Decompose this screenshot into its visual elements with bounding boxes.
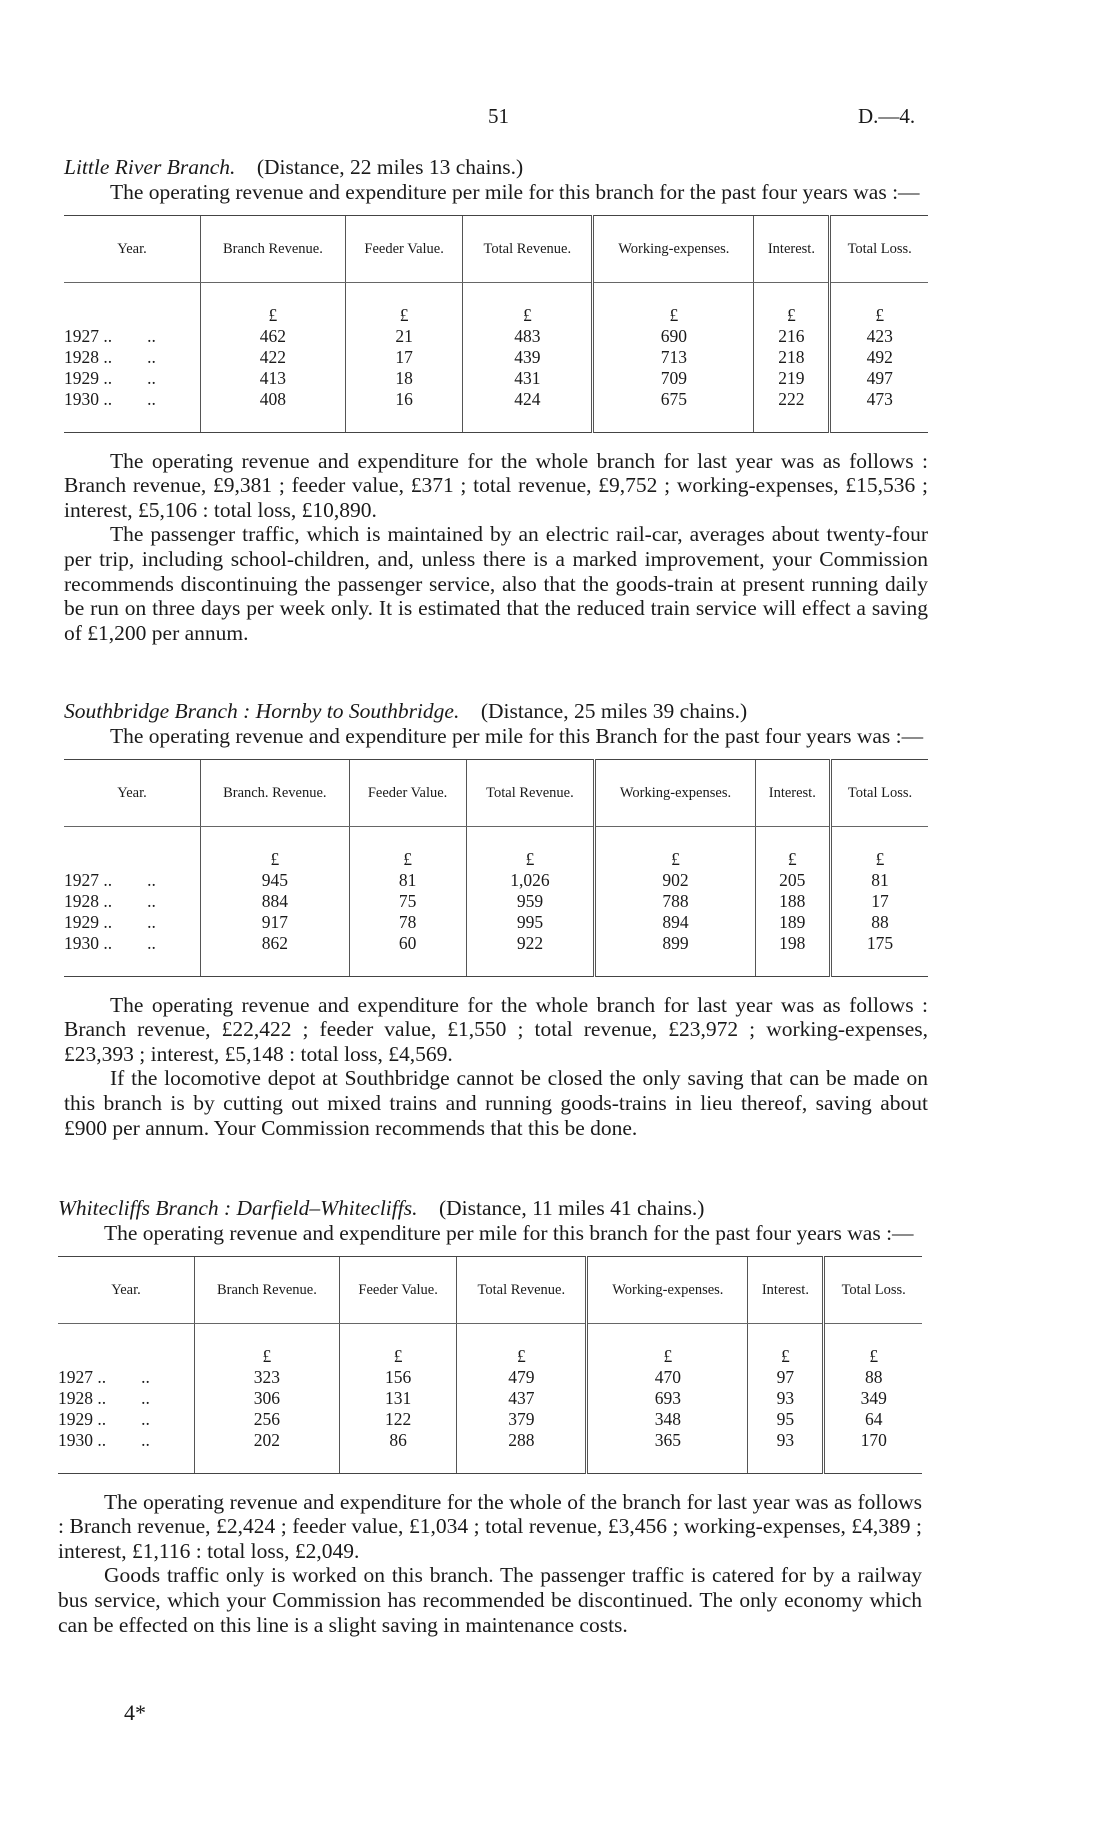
value-cell: 424 xyxy=(463,389,593,433)
column-header: Working-expenses. xyxy=(587,1256,748,1323)
value-cell: 922 xyxy=(466,933,595,977)
currency-symbol: £ xyxy=(830,282,928,326)
column-header: Feeder Value. xyxy=(345,215,463,282)
value-cell: 216 xyxy=(754,326,830,347)
value-cell: 156 xyxy=(339,1367,457,1388)
value-cell: 365 xyxy=(587,1430,748,1474)
section-heading xyxy=(64,155,928,180)
year-cell: 1930 .. .. xyxy=(64,389,201,433)
revenue-table xyxy=(64,215,928,433)
empty-cell xyxy=(64,282,201,326)
column-header: Year. xyxy=(64,759,201,826)
value-cell: 198 xyxy=(755,933,830,977)
column-header: Total Revenue. xyxy=(463,215,593,282)
value-cell: 75 xyxy=(349,891,466,912)
section-title: Whitecliffs Branch : Darfield–Whitecliffs. xyxy=(58,1196,418,1220)
value-cell: 202 xyxy=(195,1430,340,1474)
body-paragraph: The operating revenue and expenditure for the whole branch for last year was as follows : Branch revenue, £9,381 ; feeder value, £371 ; total revenue, £9,752 ; working-expenses, £15,536 ; interest, £5,106 : total loss, £10,890. xyxy=(64,448,928,522)
currency-symbol: £ xyxy=(754,282,830,326)
currency-row xyxy=(64,282,928,326)
table-row xyxy=(64,347,928,368)
value-cell: 219 xyxy=(754,368,830,389)
year-cell: 1929 .. .. xyxy=(64,367,156,388)
value-cell: 288 xyxy=(457,1430,587,1474)
value-cell: 64 xyxy=(824,1409,922,1430)
column-header: Year. xyxy=(64,215,201,282)
value-cell: 408 xyxy=(201,389,346,433)
table-intro: The operating revenue and expenditure per mile for this Branch for the past four years was :— xyxy=(110,724,924,748)
value-cell: 788 xyxy=(595,891,755,912)
column-header: Total Revenue. xyxy=(457,1256,587,1323)
year-cell: 1928 .. .. xyxy=(64,346,156,367)
currency-symbol: £ xyxy=(457,1323,587,1367)
value-cell: 188 xyxy=(755,891,830,912)
currency-symbol: £ xyxy=(824,1323,922,1367)
value-cell: 431 xyxy=(463,368,593,389)
year-cell: 1927 .. .. xyxy=(64,325,156,346)
section-title: Little River Branch. xyxy=(64,155,236,179)
currency-symbol: £ xyxy=(587,1323,748,1367)
value-cell: 189 xyxy=(755,912,830,933)
value-cell: 995 xyxy=(466,912,595,933)
value-cell: 917 xyxy=(201,912,350,933)
value-cell: 693 xyxy=(587,1388,748,1409)
section-little-river xyxy=(64,155,928,645)
currency-symbol: £ xyxy=(593,282,754,326)
currency-row xyxy=(64,826,928,870)
value-cell: 17 xyxy=(831,891,928,912)
value-cell: 349 xyxy=(824,1388,922,1409)
currency-symbol: £ xyxy=(345,282,463,326)
value-cell: 97 xyxy=(748,1367,824,1388)
value-cell: 675 xyxy=(593,389,754,433)
table-header-row xyxy=(64,759,928,826)
value-cell: 902 xyxy=(595,870,755,891)
value-cell: 122 xyxy=(339,1409,457,1430)
table-row xyxy=(58,1409,922,1430)
value-cell: 959 xyxy=(466,891,595,912)
currency-symbol: £ xyxy=(201,282,346,326)
value-cell: 60 xyxy=(349,933,466,977)
value-cell: 862 xyxy=(201,933,350,977)
table-row xyxy=(64,870,928,891)
year-cell: 1927 .. .. xyxy=(64,869,156,890)
value-cell: 439 xyxy=(463,347,593,368)
year-cell: 1930 .. .. xyxy=(64,933,201,977)
table-row xyxy=(64,891,928,912)
body-paragraph: The passenger traffic, which is maintained by an electric rail-car, averages about twenty-four per trip, including school-children, and, unless there is a marked improvement, your Commission recommends discontinuing the passenger service, also that the goods-train at present running daily be run on three days per week only. It is estimated that the reduced train service will effect a saving of £1,200 per annum. xyxy=(64,522,928,645)
value-cell: 256 xyxy=(195,1409,340,1430)
value-cell: 413 xyxy=(201,368,346,389)
column-header: Branch Revenue. xyxy=(201,215,346,282)
currency-symbol: £ xyxy=(466,826,595,870)
column-header: Feeder Value. xyxy=(339,1256,457,1323)
empty-cell xyxy=(58,1323,195,1367)
value-cell: 437 xyxy=(457,1388,587,1409)
column-header: Interest. xyxy=(755,759,830,826)
value-cell: 323 xyxy=(195,1367,340,1388)
table-row xyxy=(64,912,928,933)
year-cell: 1928 .. .. xyxy=(58,1387,150,1408)
page-number: 51 xyxy=(488,104,509,128)
section-heading xyxy=(64,699,928,724)
revenue-table xyxy=(64,759,928,977)
year-cell: 1929 .. .. xyxy=(64,911,156,932)
year-cell: 1927 .. .. xyxy=(58,1366,150,1387)
value-cell: 88 xyxy=(824,1367,922,1388)
body-paragraph: If the locomotive depot at Southbridge cannot be closed the only saving that can be made on this branch is by cutting out mixed trains and running goods-trains in lieu thereof, saving about £900 per annum. Your Commission recommends that this be done. xyxy=(64,1066,928,1140)
revenue-table xyxy=(58,1256,922,1474)
column-header: Interest. xyxy=(748,1256,824,1323)
section-distance: (Distance, 11 miles 41 chains.) xyxy=(438,1196,705,1220)
value-cell: 222 xyxy=(754,389,830,433)
value-cell: 170 xyxy=(824,1430,922,1474)
empty-cell xyxy=(64,826,201,870)
column-header: Year. xyxy=(58,1256,195,1323)
year-cell: 1930 .. .. xyxy=(58,1430,195,1474)
value-cell: 131 xyxy=(339,1388,457,1409)
table-header-row xyxy=(58,1256,922,1323)
value-cell: 894 xyxy=(595,912,755,933)
table-intro: The operating revenue and expenditure per mile for this branch for the past four years was :— xyxy=(104,1221,914,1245)
section-title: Southbridge Branch : Hornby to Southbridge. xyxy=(64,699,460,723)
value-cell: 95 xyxy=(748,1409,824,1430)
table-row xyxy=(58,1388,922,1409)
value-cell: 945 xyxy=(201,870,350,891)
document-reference: D.—4. xyxy=(858,104,916,128)
currency-symbol: £ xyxy=(195,1323,340,1367)
value-cell: 379 xyxy=(457,1409,587,1430)
value-cell: 479 xyxy=(457,1367,587,1388)
value-cell: 423 xyxy=(830,326,928,347)
value-cell: 93 xyxy=(748,1388,824,1409)
currency-symbol: £ xyxy=(748,1323,824,1367)
column-header: Total Loss. xyxy=(831,759,928,826)
currency-symbol: £ xyxy=(831,826,928,870)
value-cell: 93 xyxy=(748,1430,824,1474)
table-row xyxy=(64,389,928,433)
value-cell: 884 xyxy=(201,891,350,912)
column-header: Total Loss. xyxy=(830,215,928,282)
value-cell: 86 xyxy=(339,1430,457,1474)
value-cell: 497 xyxy=(830,368,928,389)
value-cell: 218 xyxy=(754,347,830,368)
value-cell: 422 xyxy=(201,347,346,368)
table-row xyxy=(64,933,928,977)
value-cell: 21 xyxy=(345,326,463,347)
table-row xyxy=(58,1367,922,1388)
value-cell: 462 xyxy=(201,326,346,347)
column-header: Total Revenue. xyxy=(466,759,595,826)
value-cell: 306 xyxy=(195,1388,340,1409)
table-row xyxy=(58,1430,922,1474)
body-paragraph: The operating revenue and expenditure for the whole branch for last year was as follows : Branch revenue, £22,422 ; feeder value, £1,550 ; total revenue, £23,972 ; working-expenses, £23,393 ; interest, £5,148 : total loss, £4,569. xyxy=(64,992,928,1066)
column-header: Working-expenses. xyxy=(593,215,754,282)
value-cell: 899 xyxy=(595,933,755,977)
column-header: Interest. xyxy=(754,215,830,282)
section-distance: (Distance, 22 miles 13 chains.) xyxy=(256,155,524,179)
value-cell: 483 xyxy=(463,326,593,347)
section-distance: (Distance, 25 miles 39 chains.) xyxy=(480,699,748,723)
section-heading xyxy=(58,1196,922,1221)
value-cell: 175 xyxy=(831,933,928,977)
table-intro: The operating revenue and expenditure per mile for this branch for the past four years was :— xyxy=(110,180,920,204)
section-whitecliffs xyxy=(58,1196,922,1637)
value-cell: 17 xyxy=(345,347,463,368)
currency-row xyxy=(58,1323,922,1367)
value-cell: 78 xyxy=(349,912,466,933)
currency-symbol: £ xyxy=(755,826,830,870)
column-header: Total Loss. xyxy=(824,1256,922,1323)
body-paragraph: The operating revenue and expenditure for the whole of the branch for last year was as follows : Branch revenue, £2,424 ; feeder value, £1,034 ; total revenue, £3,456 ; working-expenses, £4,389 ; interest, £1,116 : total loss, £2,049. xyxy=(58,1489,922,1563)
value-cell: 88 xyxy=(831,912,928,933)
currency-symbol: £ xyxy=(201,826,350,870)
value-cell: 713 xyxy=(593,347,754,368)
value-cell: 16 xyxy=(345,389,463,433)
year-cell: 1929 .. .. xyxy=(58,1408,150,1429)
section-southbridge xyxy=(64,699,928,1140)
currency-symbol: £ xyxy=(463,282,593,326)
column-header: Branch Revenue. xyxy=(195,1256,340,1323)
value-cell: 709 xyxy=(593,368,754,389)
value-cell: 348 xyxy=(587,1409,748,1430)
value-cell: 690 xyxy=(593,326,754,347)
value-cell: 1,026 xyxy=(466,870,595,891)
value-cell: 470 xyxy=(587,1367,748,1388)
signature-mark: 4* xyxy=(124,1700,146,1725)
value-cell: 81 xyxy=(831,870,928,891)
table-header-row xyxy=(64,215,928,282)
body-paragraph: Goods traffic only is worked on this branch. The passenger traffic is catered for by a railway bus service, which your Commission has recommended be discontinued. The only economy which can be effected on this line is a slight saving in maintenance costs. xyxy=(58,1563,922,1637)
value-cell: 473 xyxy=(830,389,928,433)
year-cell: 1928 .. .. xyxy=(64,890,156,911)
table-row xyxy=(64,326,928,347)
value-cell: 205 xyxy=(755,870,830,891)
currency-symbol: £ xyxy=(595,826,755,870)
value-cell: 18 xyxy=(345,368,463,389)
table-row xyxy=(64,368,928,389)
column-header: Feeder Value. xyxy=(349,759,466,826)
value-cell: 492 xyxy=(830,347,928,368)
column-header: Working-expenses. xyxy=(595,759,755,826)
column-header: Branch. Revenue. xyxy=(201,759,350,826)
value-cell: 81 xyxy=(349,870,466,891)
currency-symbol: £ xyxy=(349,826,466,870)
currency-symbol: £ xyxy=(339,1323,457,1367)
